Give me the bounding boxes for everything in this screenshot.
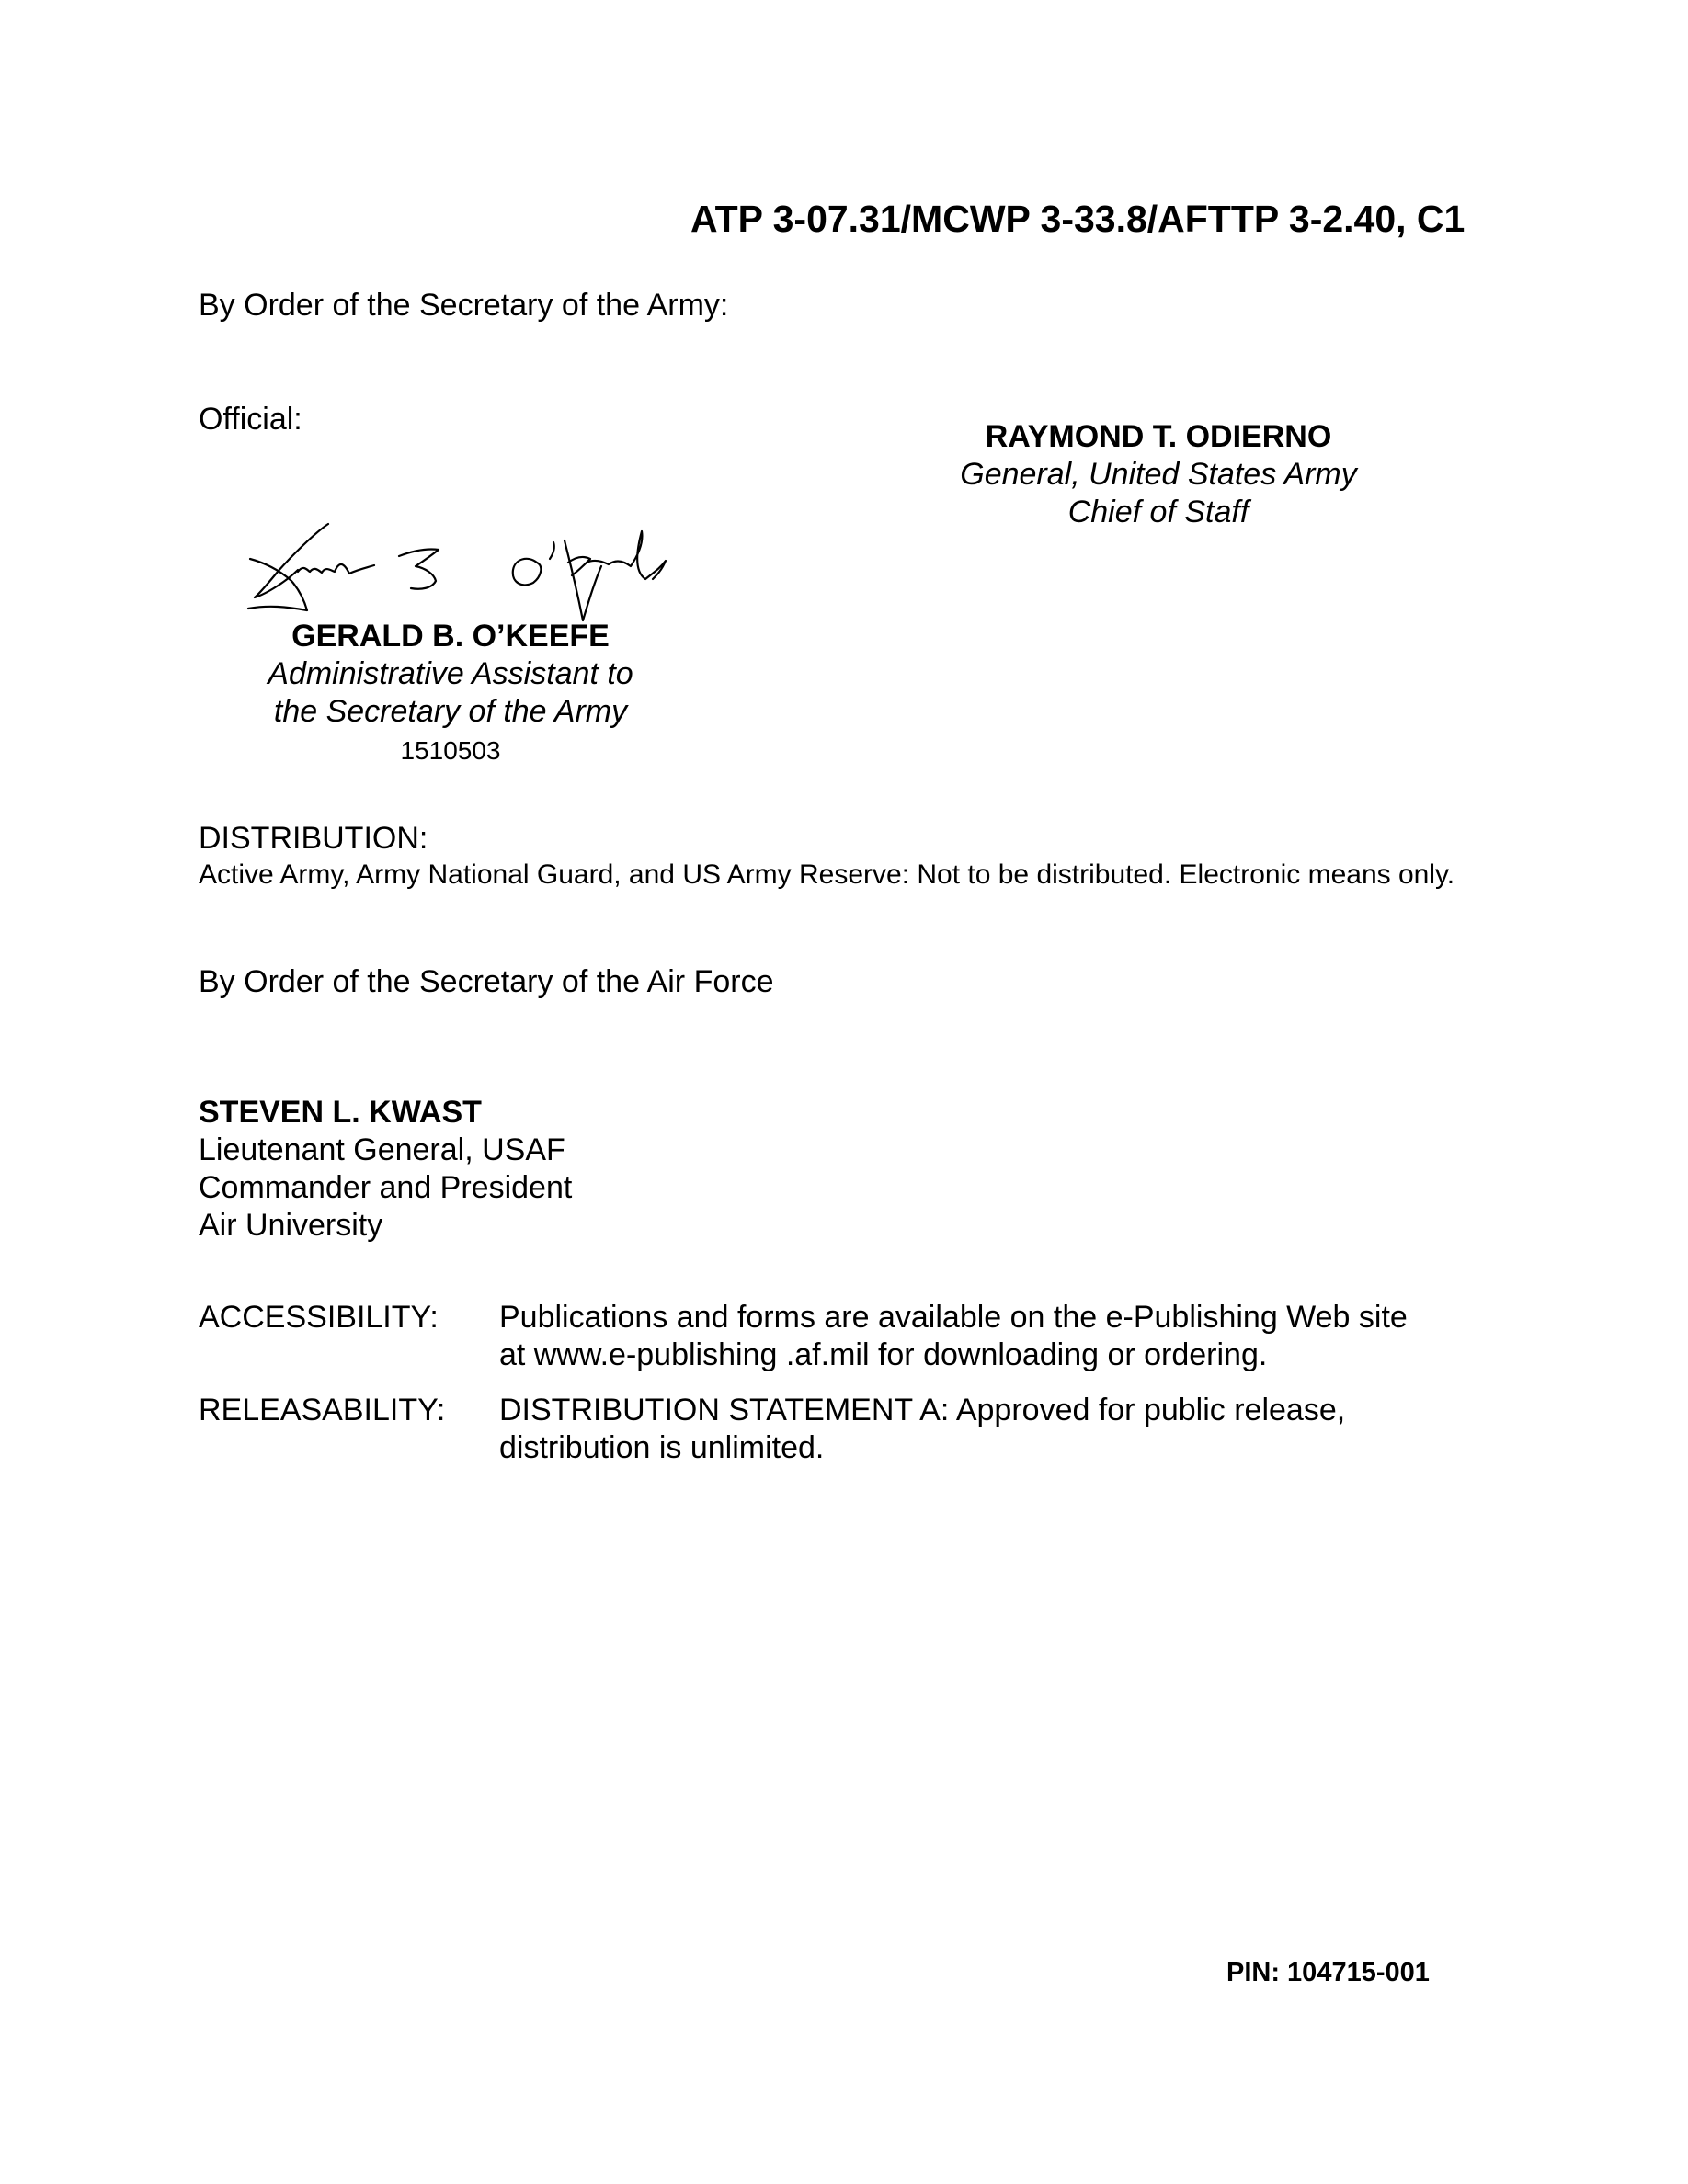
signer-name: GERALD B. O’KEEFE bbox=[291, 619, 610, 654]
af-signer-line2: Commander and President bbox=[199, 1170, 573, 1205]
accessibility-value bbox=[499, 1299, 1408, 1374]
accessibility-line1: Publications and forms are available on the e-Publishing Web site bbox=[499, 1300, 1408, 1335]
pin-number: PIN: 104715-001 bbox=[1226, 1958, 1430, 1987]
administrative-assistant-block bbox=[239, 618, 662, 770]
distribution-text: Active Army, Army National Guard, and US Army Reserve: Not to be distributed. Electronic means only. bbox=[199, 859, 1455, 890]
releasability-value bbox=[499, 1392, 1345, 1467]
releasability-line1: DISTRIBUTION STATEMENT A: Approved for public release, bbox=[499, 1393, 1346, 1428]
chief-title-line2: Chief of Staff bbox=[1067, 495, 1249, 529]
accessibility-line2: at www.e-publishing .af.mil for downloading or ordering. bbox=[499, 1337, 1268, 1372]
signer-title-line1: Administrative Assistant to bbox=[268, 656, 633, 691]
official-label: Official: bbox=[199, 402, 302, 437]
signer-title-line2: the Secretary of the Army bbox=[273, 694, 628, 729]
chief-of-staff-block bbox=[919, 418, 1397, 531]
chief-name: RAYMOND T. ODIERNO bbox=[985, 419, 1332, 454]
accessibility-label: ACCESSIBILITY: bbox=[199, 1300, 439, 1335]
document-title: ATP 3-07.31/MCWP 3-33.8/AFTTP 3-2.40, C1 bbox=[690, 198, 1466, 240]
signature-image bbox=[241, 515, 673, 625]
signer-number: 1510503 bbox=[400, 736, 501, 765]
chief-title-line1: General, United States Army bbox=[960, 457, 1357, 492]
af-signer-line3: Air University bbox=[199, 1208, 383, 1243]
air-force-signer-block bbox=[199, 1094, 572, 1245]
air-force-order-line: By Order of the Secretary of the Air Force bbox=[199, 964, 774, 999]
distribution-heading: DISTRIBUTION: bbox=[199, 821, 428, 856]
af-signer-line1: Lieutenant General, USAF bbox=[199, 1132, 565, 1167]
af-signer-name: STEVEN L. KWAST bbox=[199, 1095, 482, 1130]
releasability-line2: distribution is unlimited. bbox=[499, 1430, 825, 1465]
army-order-line: By Order of the Secretary of the Army: bbox=[199, 288, 729, 323]
releasability-label: RELEASABILITY: bbox=[199, 1393, 446, 1428]
